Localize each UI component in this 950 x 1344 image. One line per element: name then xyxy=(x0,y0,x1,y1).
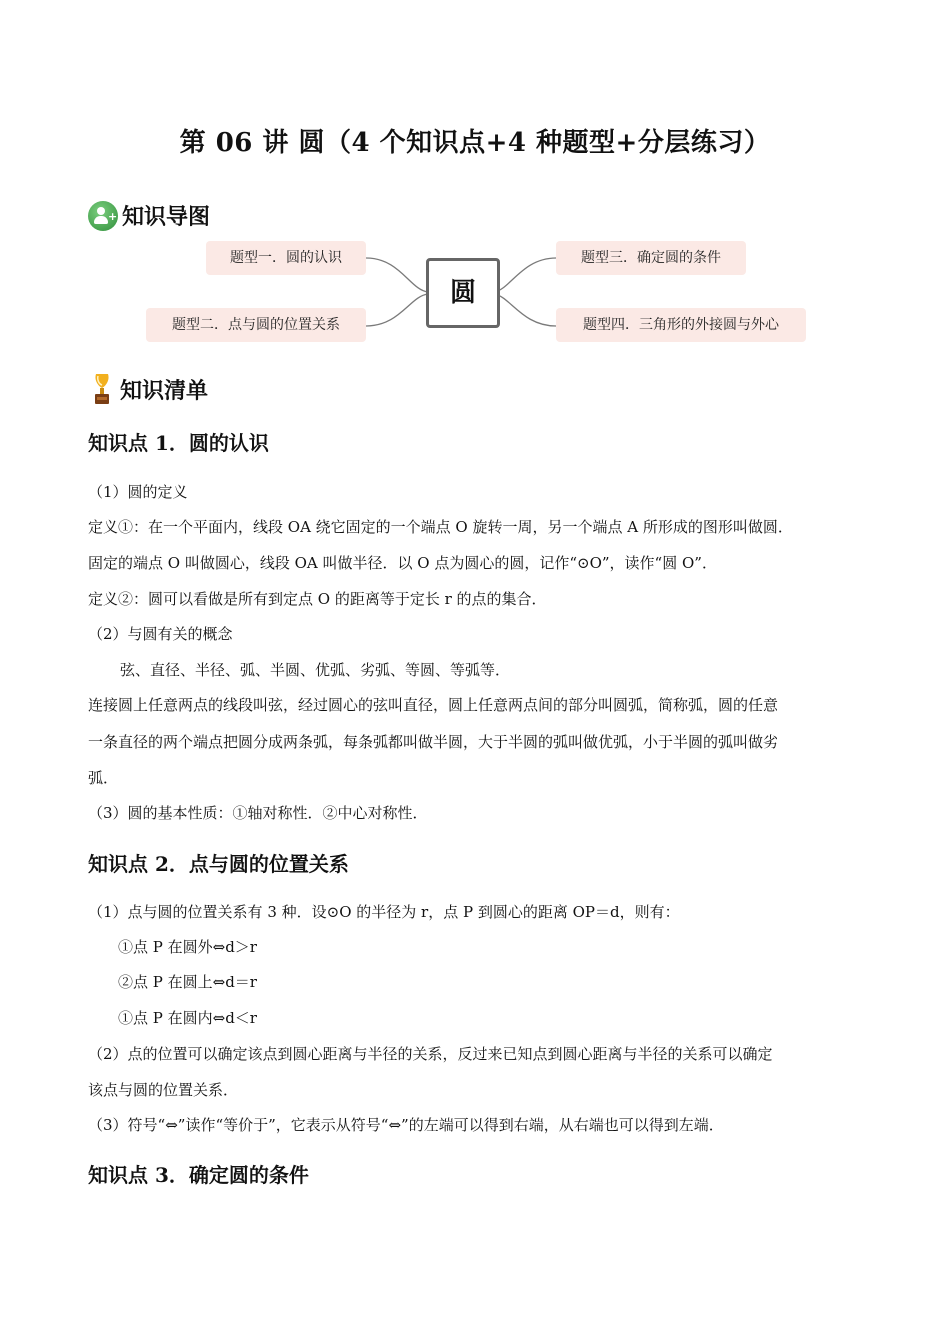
trophy-icon xyxy=(88,372,116,406)
list-heading xyxy=(88,372,208,406)
kp1-title: 知识点 1．圆的认识 xyxy=(88,431,269,455)
kp1-line-9: 弧． xyxy=(88,769,119,787)
kp2-line-2: ①点 P 在圆外⇔d＞r xyxy=(118,938,257,956)
kp2-line-4: ①点 P 在圆内⇔d＜r xyxy=(118,1009,257,1027)
kp2-line-3: ②点 P 在圆上⇔d＝r xyxy=(118,973,257,991)
kp1-line-10: （3）圆的基本性质：①轴对称性．②中心对称性． xyxy=(88,804,428,822)
mindmap-node-2: 题型二．点与圆的位置关系 xyxy=(146,308,366,342)
kp1-line-4: 定义②：圆可以看做是所有到定点 O 的距离等于定长 r 的点的集合． xyxy=(88,590,547,608)
kp1-line-1: （1）圆的定义 xyxy=(88,483,188,501)
kp2-line-6: 该点与圆的位置关系． xyxy=(88,1081,239,1099)
list-heading-label: 知识清单 xyxy=(120,377,209,404)
mindmap-node-3: 题型三．确定圆的条件 xyxy=(556,241,746,275)
kp2-line-1: （1）点与圆的位置关系有 3 种．设⊙O 的半径为 r，点 P 到圆心的距离 OP＝d，则有： xyxy=(88,903,680,921)
kp2-line-7: （3）符号“⇔”读作“等价于”，它表示从符号“⇔”的左端可以得到右端，从右端也可以得到左端． xyxy=(88,1116,724,1134)
kp1-line-2: 定义①：在一个平面内，线段 OA 绕它固定的一个端点 O 旋转一周，另一个端点 A 所形成的图形叫做圆． xyxy=(88,518,793,536)
mindmap-center-node: 圆 xyxy=(426,258,500,328)
page-title: 第 06 讲 圆（4 个知识点+4 种题型+分层练习） xyxy=(179,128,771,158)
mindmap-node-1: 题型一．圆的认识 xyxy=(206,241,366,275)
kp1-line-5: （2）与圆有关的概念 xyxy=(88,625,233,643)
kp1-line-8: 一条直径的两个端点把圆分成两条弧，每条弧都叫做半圆，大于半圆的弧叫做优弧，小于半圆的弧叫做劣 xyxy=(88,733,779,751)
mindmap-node-4: 题型四．三角形的外接圆与外心 xyxy=(556,308,806,342)
kp2-title: 知识点 2．点与圆的位置关系 xyxy=(88,852,349,876)
kp1-line-6: 弦、直径、半径、弧、半圆、优弧、劣弧、等圆、等弧等． xyxy=(120,661,511,679)
mindmap-heading-label: 知识导图 xyxy=(122,204,211,230)
kp2-line-5: （2）点的位置可以确定该点到圆心距离与半径的关系，反过来已知点到圆心距离与半径的关系可以确定 xyxy=(88,1045,773,1063)
kp1-line-7: 连接圆上任意两点的线段叫弦，经过圆心的弦叫直径，圆上任意两点间的部分叫圆弧，简称弧，圆的任意 xyxy=(88,696,779,714)
kp1-line-3: 固定的端点 O 叫做圆心，线段 OA 叫做半径．以 O 点为圆心的圆，记作“⊙O”，读作“圆 O”． xyxy=(88,554,717,572)
person-add-icon: + xyxy=(88,201,118,231)
kp3-title: 知识点 3．确定圆的条件 xyxy=(88,1163,309,1187)
